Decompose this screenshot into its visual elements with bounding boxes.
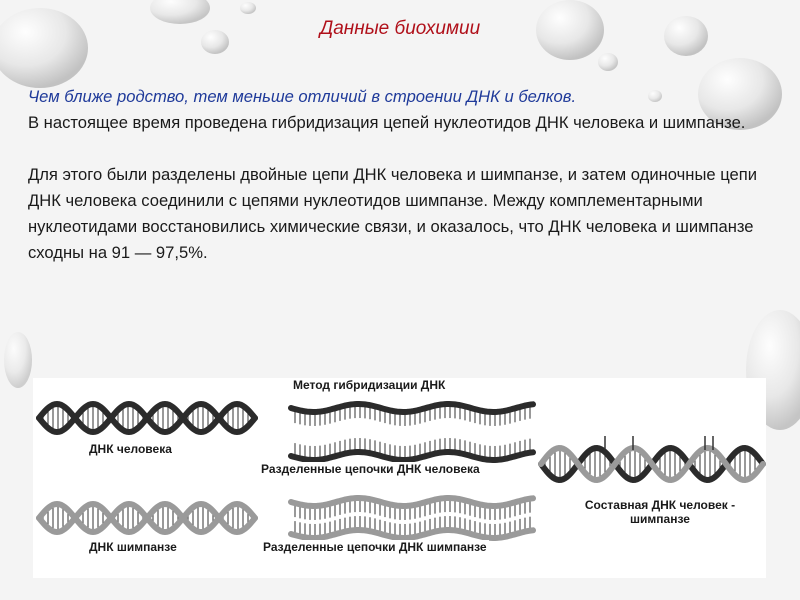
dna-strand xyxy=(541,448,763,480)
hybridization-figure xyxy=(33,378,766,578)
slide-title: Данные биохимии xyxy=(319,18,481,39)
separated-chimp-strand-top xyxy=(291,498,533,520)
dna-strand xyxy=(291,530,533,538)
dna-strand xyxy=(291,498,533,506)
separated-human-strand-bottom xyxy=(291,438,533,460)
dna-strand xyxy=(291,404,533,412)
slide-body xyxy=(28,84,778,266)
human-dna-label: ДНК человека xyxy=(89,442,172,456)
composite-label-line2: шимпанзе xyxy=(565,512,755,526)
separated-human-strand-top xyxy=(291,404,533,426)
chimp-dna-label: ДНК шимпанзе xyxy=(89,540,177,554)
separated-chimp-strand-bottom xyxy=(291,516,533,538)
paragraph-method: Для этого были разделены двойные цепи ДНК человека и шимпанзе, и затем одиночные цепи ДНК человека соединили с цепями нуклеотидов шимпанзе. Между комплементарными нуклеотидами восстановились химические связи, и оказалось, что ДНК человека и шимпанзе сходны на 91 — 97,5%. xyxy=(28,165,758,262)
dna-strand xyxy=(39,404,255,432)
composite-label-line1: Составная ДНК человек - xyxy=(565,498,755,512)
lead-sentence: Чем ближе родство, тем меньше отличий в строении ДНК и белков. xyxy=(28,87,577,106)
dna-strand xyxy=(39,504,255,532)
human-dna-helix xyxy=(39,404,255,432)
separated-chimp-label: Разделенные цепочки ДНК шимпанзе xyxy=(263,540,487,554)
composite-dna-helix xyxy=(541,448,763,480)
figure-title: Метод гибридизации ДНК xyxy=(293,378,446,392)
paragraph-hybridization: В настоящее время проведена гибридизация цепей нуклеотидов ДНК человека и шимпанзе. xyxy=(28,113,746,132)
chimp-dna-helix xyxy=(39,504,255,532)
separated-human-label: Разделенные цепочки ДНК человека xyxy=(261,462,480,476)
dna-strand xyxy=(291,452,533,460)
